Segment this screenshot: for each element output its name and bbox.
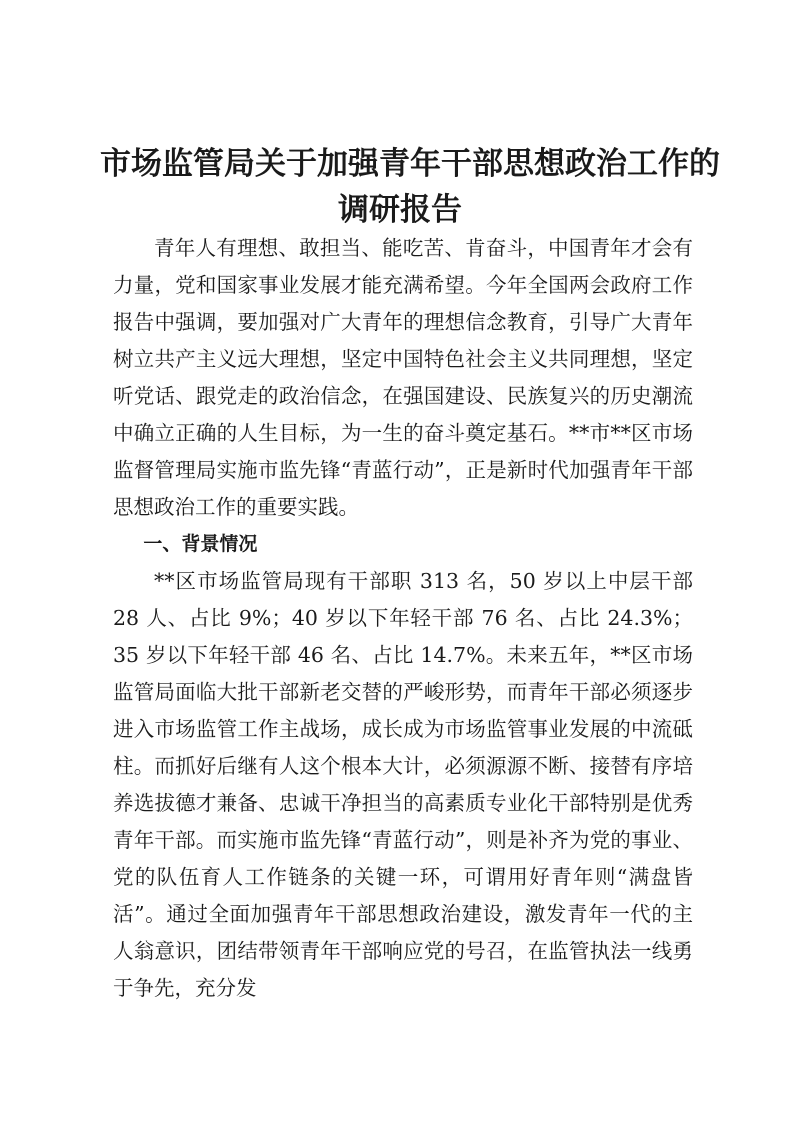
document-body (113, 230, 693, 1007)
document-title-line-2: 调研报告 (338, 192, 462, 228)
document-title-line-1: 市场监管局关于加强青年干部思想政治工作的 (100, 146, 720, 182)
intro-paragraph: 青年人有理想、敢担当、能吃苦、肯奋斗，中国青年才会有力量，党和国家事业发展才能充满希望。今年全国两会政府工作报告中强调，要加强对广大青年的理想信念教育，引导广大青年树立共产主义远大理想，坚定中国特色社会主义共同理想，坚定听党话、跟党走的政治信念，在强国建设、民族复兴的历史潮流中确立正确的人生目标，为一生的奋斗奠定基石。**市**区市场监督管理局实施市监先锋“青蓝行动”，正是新时代加强青年干部思想政治工作的重要实践。 (113, 236, 693, 519)
section-heading-background: 一、背景情况 (143, 533, 258, 555)
background-paragraph: **区市场监管局现有干部职 313 名，50 岁以上中层干部 28 人、占比 9%；40 岁以下年轻干部 76 名、占比 24.3%；35 岁以下年轻干部 46 名、占比 14.7%。未来五年，**区市场监管局面临大批干部新老交替的严峻形势，而青年干部必须逐步进入市场监管工作主战场，成长成为市场监管事业发展的中流砥柱。而抓好后继有人这个根本大计，必须源源不断、接替有序培养选拔德才兼备、忠诚干净担当的高素质专业化干部特别是优秀青年干部。而实施市监先锋“青蓝行动”，则是补齐为党的事业、党的队伍育人工作链条的关键一环，可谓用好青年则“满盘皆活”。通过全面加强青年干部思想政治建设，激发青年一代的主人翁意识，团结带领青年干部响应党的号召，在监管执法一线勇于争先，充分发 (113, 569, 693, 1000)
